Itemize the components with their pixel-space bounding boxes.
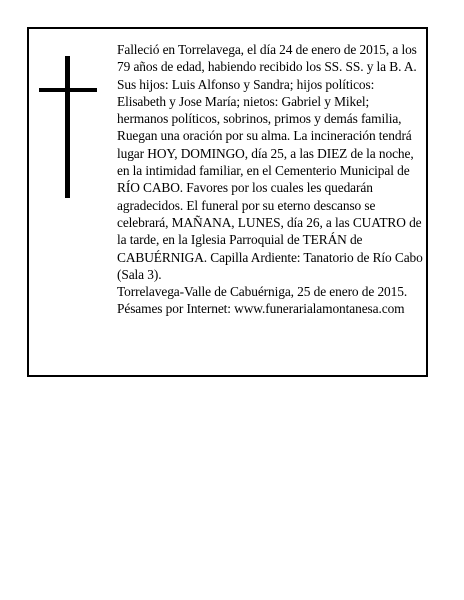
latin-cross-icon: [39, 56, 97, 198]
obituary-text: [117, 41, 423, 318]
obituary-notice: [27, 27, 428, 377]
place-and-date-line: Torrelavega-Valle de Cabuérniga, 25 de enero de 2015.: [117, 284, 408, 300]
family-and-ceremony-details: Sus hijos: Luis Alfonso y Sandra; hijos políticos: Elisabeth y Jose María; nietos: Gabriel y Mikel; hermanos políticos, sobrinos, primos y demás familia, Ruegan una oración por su alma. La incineración tendrá lugar HOY, DOMINGO, día 25, a las DIEZ de la noche, en la intimidad familiar, en el Cementerio Municipal de RÍO CABO. Favores por los cuales les quedarán agradecidos. El funeral por su eterno descanso se celebrará, MAÑANA, LUNES, día 26, a las CUATRO de la tarde, en la Iglesia Parroquial de TERÁN de CABUÉRNIGA. Capilla Ardiente: Tanatorio de Río Cabo (Sala 3).: [117, 76, 423, 282]
condolences-website: Pésames por Internet: www.funerarialamontanesa.com: [117, 301, 405, 317]
cross-vertical-bar: [65, 56, 70, 198]
cross-horizontal-bar: [39, 88, 97, 92]
death-announcement: Falleció en Torrelavega, el día 24 de enero de 2015, a los 79 años de edad, habiendo recibido los SS. SS. y la B. A.: [117, 42, 417, 75]
